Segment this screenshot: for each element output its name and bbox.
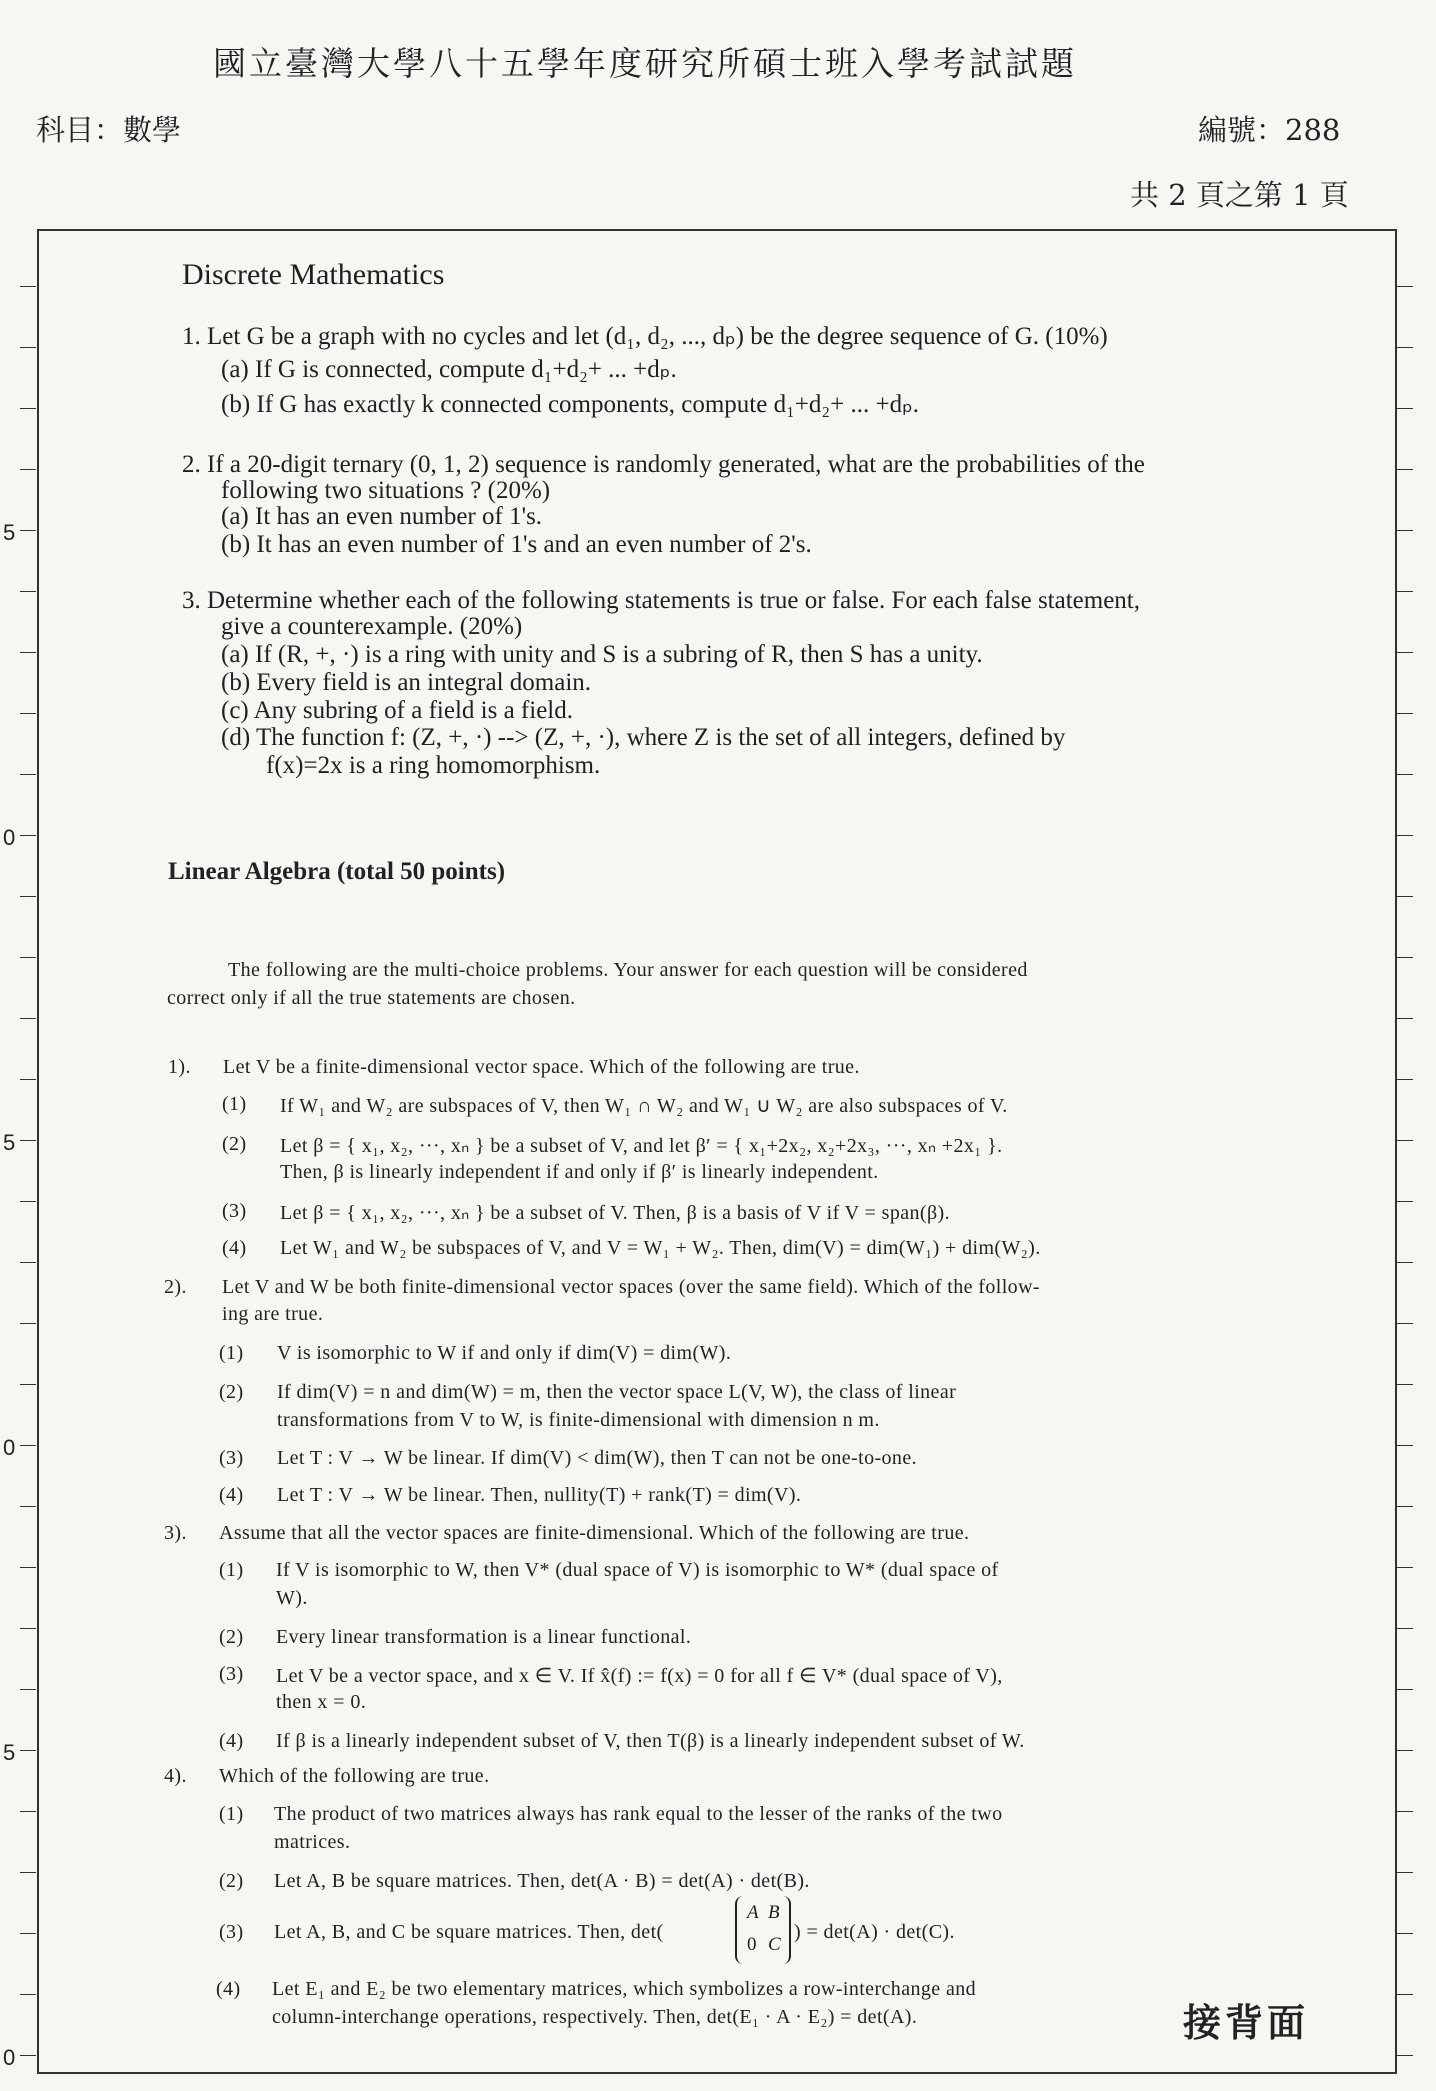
option-text: Let T : V → W be linear. Then, nullity(T) + rank(T) = dim(V).: [277, 1484, 802, 1506]
question-text: Let V and W be both finite-dimensional vector spaces (over the same field). Which of the follow-: [222, 1276, 1040, 1298]
option-text: Every linear transformation is a linear functional.: [276, 1626, 692, 1648]
instructions-cont: correct only if all the true statements are chosen.: [167, 987, 576, 1009]
option-text: If β is a linearly independent subset of V, then T(β) is a linearly independent subset of W.: [276, 1730, 1025, 1752]
problem-2: 2. If a 20-digit ternary (0, 1, 2) sequence is randomly generated, what are the probabilities of the: [182, 451, 1145, 478]
problem-1a: (a) If G is connected, compute d₁+d₂+ ... +dₚ.: [221, 356, 677, 383]
matrix-entry: 0: [747, 1934, 757, 1955]
option-number: (1): [219, 1803, 244, 1825]
option-number: (2): [219, 1626, 244, 1648]
option-number: (4): [222, 1237, 247, 1259]
problem-3d-cont: f(x)=2x is a ring homomorphism.: [266, 752, 601, 779]
problem-2-cont: following two situations ? (20%): [221, 477, 551, 504]
margin-number: 5: [3, 1130, 16, 1155]
section-heading-discrete: Discrete Mathematics: [182, 258, 445, 291]
question-text: Assume that all the vector spaces are finite-dimensional. Which of the following are true.: [219, 1522, 970, 1544]
option-number: (3): [219, 1921, 244, 1943]
subject-label: 科目：數學: [36, 113, 182, 147]
margin-number: 0: [3, 825, 16, 850]
section-heading-linear: Linear Algebra (total 50 points): [168, 858, 506, 885]
option-number: (4): [219, 1484, 244, 1506]
option-number: (1): [219, 1559, 244, 1581]
matrix-entry: C: [768, 1934, 781, 1955]
page-info: 共 2 頁之第 1 頁: [1130, 178, 1349, 212]
option-number: (1): [219, 1342, 244, 1364]
option-text-cont: ) = det(A) · det(C).: [794, 1921, 955, 1943]
problem-3a: (a) If (R, +, ·) is a ring with unity and S is a subring of R, then S has a unity.: [221, 641, 983, 668]
option-text-cont: Then, β is linearly independent if and only if β′ is linearly independent.: [280, 1161, 879, 1183]
problem-3: 3. Determine whether each of the following statements is true or false. For each false statement,: [182, 587, 1140, 614]
matrix-entry: B: [768, 1902, 780, 1923]
problem-3b: (b) Every field is an integral domain.: [221, 669, 592, 696]
option-text: Let β = { x₁, x₂, ···, xₙ } be a subset of V, and let β′ = { x₁+2x₂, x₂+2x₃, ···, xₙ +2x₁ }.: [280, 1135, 1003, 1157]
option-text-cont: column-interchange operations, respectively. Then, det(E₁ · A · E₂) = det(A).: [272, 2006, 918, 2028]
option-text: Let T : V → W be linear. If dim(V) < dim(W), then T can not be one-to-one.: [277, 1447, 918, 1469]
option-text: Let V be a vector space, and x ∈ V. If x̂(f) := f(x) = 0 for all f ∈ V* (dual space of V),: [276, 1665, 1003, 1687]
margin-number: 0: [3, 2045, 16, 2070]
option-text: Let A, B be square matrices. Then, det(A · B) = det(A) · det(B).: [274, 1870, 810, 1892]
turn-over-note: 接背面: [1183, 2000, 1310, 2045]
problem-2a: (a) It has an even number of 1's.: [221, 503, 543, 530]
question-text-cont: ing are true.: [222, 1303, 324, 1325]
option-text-cont: matrices.: [274, 1831, 351, 1853]
margin-number: 5: [3, 1740, 16, 1765]
option-text: If W₁ and W₂ are subspaces of V, then W₁ ∩ W₂ and W₁ ∪ W₂ are also subspaces of V.: [280, 1095, 1008, 1117]
option-number: (2): [219, 1381, 244, 1403]
option-text-cont: transformations from V to W, is finite-dimensional with dimension n m.: [277, 1409, 880, 1431]
option-text: If dim(V) = n and dim(W) = m, then the vector space L(V, W), the class of linear: [277, 1381, 957, 1403]
exam-title: 國立臺灣大學八十五學年度研究所碩士班入學考試試題: [213, 44, 1077, 83]
option-text: V is isomorphic to W if and only if dim(V) = dim(W).: [277, 1342, 732, 1364]
option-text: Let A, B, and C be square matrices. Then, det(: [274, 1921, 664, 1943]
option-text: Let W₁ and W₂ be subspaces of V, and V = W₁ + W₂. Then, dim(V) = dim(W₁) + dim(W₂).: [280, 1237, 1041, 1259]
matrix-entry: A: [747, 1902, 759, 1923]
option-text: The product of two matrices always has rank equal to the lesser of the ranks of the two: [274, 1803, 1003, 1825]
option-number: (4): [219, 1730, 244, 1752]
question-text: Which of the following are true.: [219, 1765, 490, 1787]
option-number: (3): [222, 1200, 247, 1222]
problem-1: 1. Let G be a graph with no cycles and let (d₁, d₂, ..., dₚ) be the degree sequence of G. (10%): [182, 323, 1108, 350]
option-text: Let E₁ and E₂ be two elementary matrices, which symbolizes a row-interchange and: [272, 1978, 977, 2000]
question-number: 2).: [164, 1276, 187, 1298]
problem-3c: (c) Any subring of a field is a field.: [221, 697, 573, 724]
problem-3-cont: give a counterexample. (20%): [221, 613, 523, 640]
exam-code: 編號：288: [1198, 113, 1341, 147]
problem-3d: (d) The function f: (Z, +, ·) --> (Z, +, ·), where Z is the set of all integers, defined by: [221, 724, 1066, 751]
margin-number: 5: [3, 520, 16, 545]
option-number: (1): [222, 1093, 247, 1115]
option-number: (2): [219, 1870, 244, 1892]
block-matrix: [735, 1896, 791, 1964]
option-number: (4): [216, 1978, 241, 2000]
question-text: Let V be a finite-dimensional vector space. Which of the following are true.: [223, 1056, 860, 1078]
option-text: If V is isomorphic to W, then V* (dual space of V) is isomorphic to W* (dual space of: [276, 1559, 999, 1581]
option-text: Let β = { x₁, x₂, ···, xₙ } be a subset of V. Then, β is a basis of V if V = span(β).: [280, 1202, 950, 1224]
option-number: (2): [222, 1133, 247, 1155]
option-number: (3): [219, 1663, 244, 1685]
option-number: (3): [219, 1447, 244, 1469]
margin-number: 0: [3, 1435, 16, 1460]
problem-1b: (b) If G has exactly k connected components, compute d₁+d₂+ ... +dₚ.: [221, 391, 920, 418]
instructions: The following are the multi-choice problems. Your answer for each question will be considered: [228, 959, 1028, 981]
question-number: 4).: [164, 1765, 187, 1787]
option-text-cont: then x = 0.: [276, 1691, 367, 1713]
question-number: 3).: [164, 1522, 187, 1544]
option-text-cont: W).: [276, 1587, 308, 1609]
question-number: 1).: [168, 1056, 191, 1078]
problem-2b: (b) It has an even number of 1's and an even number of 2's.: [221, 531, 812, 558]
